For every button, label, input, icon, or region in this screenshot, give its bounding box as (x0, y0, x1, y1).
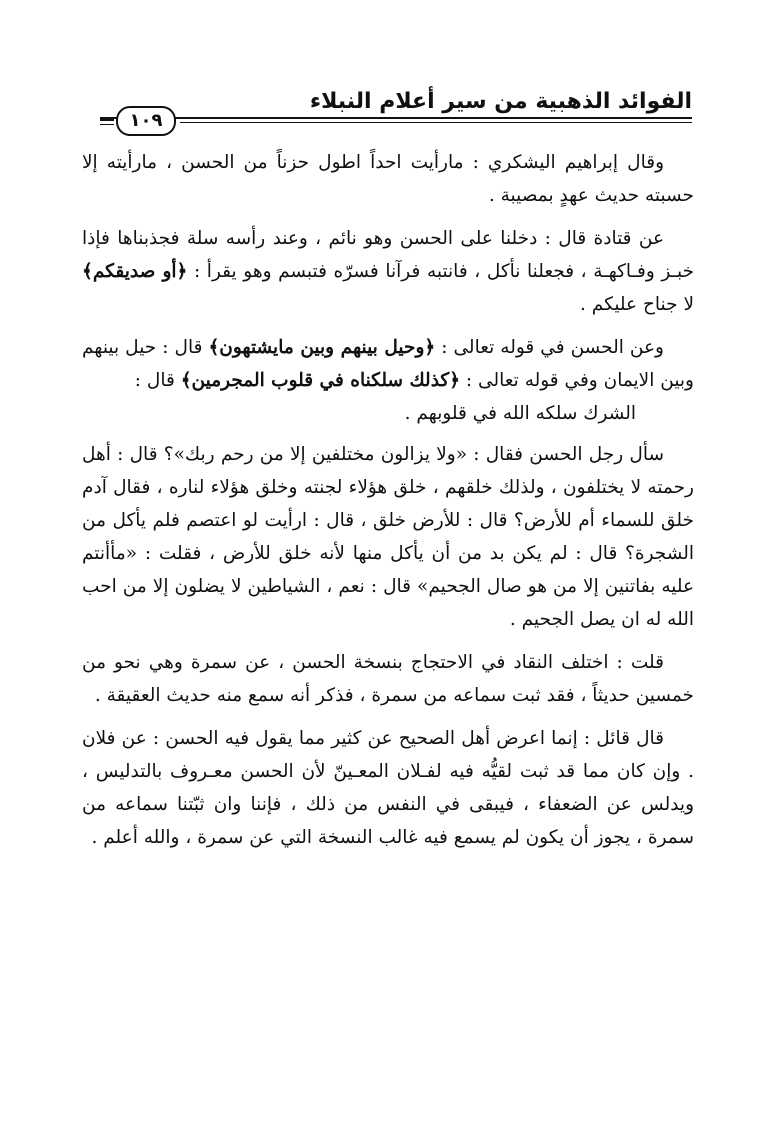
quran-verse: ﴿وحيل بينهم وبين مايشتهون﴾ (208, 337, 436, 358)
page-number: ١٠٩ (116, 106, 176, 136)
quran-verse: ﴿أو صديقكم﴾ (82, 261, 188, 282)
page-number-ornament (100, 104, 176, 134)
paragraph-text: قال : حيل بينهم وبين الايمان وفي قوله تعالى : (82, 337, 694, 391)
paragraph-4 (82, 438, 694, 636)
running-title: الفوائد الذهبية من سير أعلام النبلاء (309, 89, 692, 114)
paragraph-1 (82, 146, 694, 212)
paragraph-text: الشرك سلكه الله في قلوبهم . (404, 403, 636, 424)
paragraph-text: عن قتادة قال : دخلنا على الحسن وهو نائم ، وعند رأسه سلة فجذبناها فإذا خبـز وفـاكهـة ، فجعلنا نأكل ، فانتبه فرآنا فسرّه فتبسم وهو يقرأ : (82, 228, 694, 282)
paragraph-text: وقال إبراهيم اليشكري : مارأيت احداً اطول حزناً من الحسن ، مارأيته إلا حسبته حديث عهدٍ بمصيبة . (82, 152, 694, 206)
ornament-line (100, 119, 114, 121)
paragraph-2 (82, 222, 694, 321)
page-header (100, 88, 692, 138)
paragraph-text: قال : (134, 370, 181, 391)
paragraph-text: لا جناح عليكم . (580, 294, 694, 315)
page-body (82, 146, 694, 976)
header-rule-secondary (180, 122, 692, 123)
ornament-line (100, 124, 114, 125)
paragraph-text: سأل رجل الحسن فقال : «ولا يزالون مختلفين إلا من رحم ربك»؟ قال : أهل رحمته لا يختلفون ، ولذلك خلقهم ، خلق هؤلاء لجنته وخلق هؤلاء لناره ، فقال آدم خلق للسماء أم للأرض؟ قال : للأرض خلق ، قال : ارأيت لو اعتصم فلم يأكل من الشجرة؟ قال : لم يكن بد من أن يأكل منها لأنه خلق للأرض ، فقلت : «مأأنتم عليه بفاتنين إلا من هو صال الجحيم» قال : نعم ، الشياطين لا يضلون إلا من احب الله له ان يصل الجحيم . (82, 444, 694, 630)
header-rule (100, 117, 692, 119)
quran-verse: ﴿كذلك سلكناه في قلوب المجرمين﴾ (180, 370, 461, 391)
paragraph-text: قال قائل : إنما اعرض أهل الصحيح عن كثير مما يقول فيه الحسن : عن فلان . وإن كان مما قد ثبت لقيُّه فيه لفـلان المعـينّ لأن الحسن معـروف بالتدليس ، ويدلس عن الضعفاء ، فيبقى في النفس من ذلك ، فإننا وان ثبّتنا سماعه من سمرة ، يجوز أن يكون لم يسمع فيه غالب النسخة التي عن سمرة ، والله أعلم . (82, 728, 694, 848)
paragraph-text: وعن الحسن في قوله تعالى : (435, 337, 664, 358)
paragraph-6 (82, 722, 694, 854)
paragraph-text: قلت : اختلف النقاد في الاحتجاج بنسخة الحسن ، عن سمرة وهي نحو من خمسين حديثاً ، فقد ثبت سماعه من سمرة ، فذكر أنه سمع منه حديث العقيقة . (82, 652, 694, 706)
paragraph-3 (82, 331, 694, 430)
paragraph-5 (82, 646, 694, 712)
